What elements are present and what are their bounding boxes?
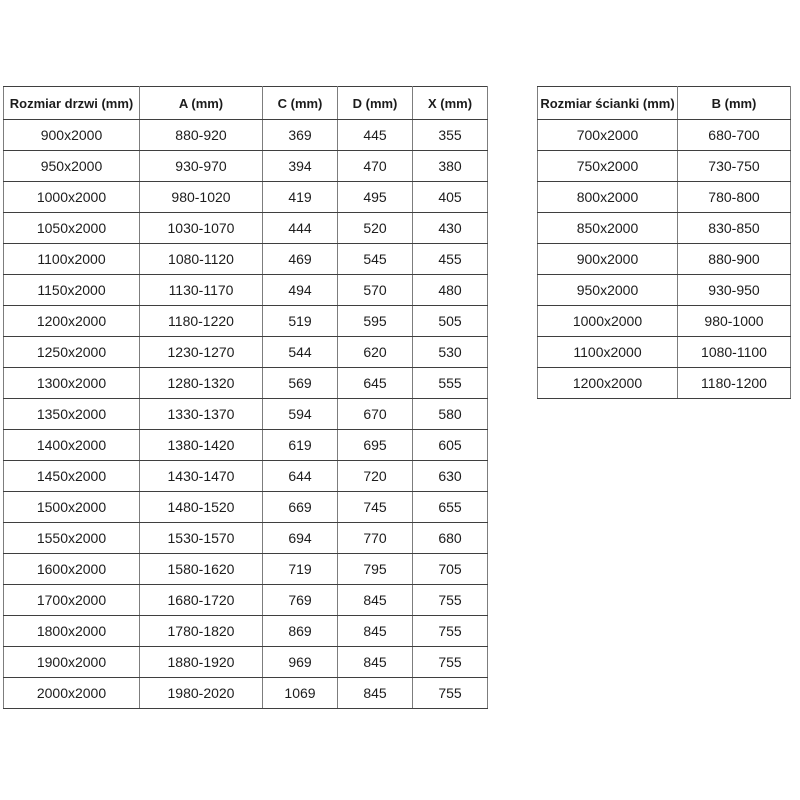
table-cell: 780-800 <box>678 182 791 213</box>
table-cell: 669 <box>263 492 338 523</box>
table-cell: 580 <box>413 399 488 430</box>
column-header: A (mm) <box>140 87 263 120</box>
table-row <box>538 275 791 306</box>
table-cell: 445 <box>338 120 413 151</box>
table-cell: 705 <box>413 554 488 585</box>
table-cell: 380 <box>413 151 488 182</box>
table-cell: 505 <box>413 306 488 337</box>
table-row <box>538 306 791 337</box>
table-cell: 694 <box>263 523 338 554</box>
table-cell: 355 <box>413 120 488 151</box>
table-cell: 1580-1620 <box>140 554 263 585</box>
table-cell: 419 <box>263 182 338 213</box>
table-cell: 1000x2000 <box>538 306 678 337</box>
table-cell: 950x2000 <box>538 275 678 306</box>
table-row <box>4 120 488 151</box>
table-cell: 1530-1570 <box>140 523 263 554</box>
table-cell: 1980-2020 <box>140 678 263 709</box>
table-row <box>4 492 488 523</box>
table-cell: 480 <box>413 275 488 306</box>
table-cell: 1700x2000 <box>4 585 140 616</box>
table-cell: 1480-1520 <box>140 492 263 523</box>
table-cell: 845 <box>338 647 413 678</box>
table-row <box>4 678 488 709</box>
table-cell: 444 <box>263 213 338 244</box>
column-header: X (mm) <box>413 87 488 120</box>
table-cell: 1280-1320 <box>140 368 263 399</box>
table-cell: 745 <box>338 492 413 523</box>
table-cell: 1500x2000 <box>4 492 140 523</box>
table-row <box>4 585 488 616</box>
door-sizes-table <box>3 86 488 709</box>
table-cell: 1100x2000 <box>538 337 678 368</box>
table-cell: 845 <box>338 585 413 616</box>
table-row <box>4 306 488 337</box>
table-cell: 1430-1470 <box>140 461 263 492</box>
table-cell: 455 <box>413 244 488 275</box>
table-cell: 595 <box>338 306 413 337</box>
table-cell: 1080-1100 <box>678 337 791 368</box>
table-cell: 900x2000 <box>4 120 140 151</box>
table-cell: 850x2000 <box>538 213 678 244</box>
table-cell: 880-900 <box>678 244 791 275</box>
table-cell: 845 <box>338 678 413 709</box>
table-cell: 1330-1370 <box>140 399 263 430</box>
table-cell: 394 <box>263 151 338 182</box>
table-cell: 1380-1420 <box>140 430 263 461</box>
table-row <box>4 616 488 647</box>
table-row <box>4 244 488 275</box>
table-row <box>4 647 488 678</box>
table-cell: 570 <box>338 275 413 306</box>
table-cell: 720 <box>338 461 413 492</box>
column-header: Rozmiar ścianki (mm) <box>538 87 678 120</box>
table-cell: 594 <box>263 399 338 430</box>
table-cell: 544 <box>263 337 338 368</box>
table-cell: 1069 <box>263 678 338 709</box>
header-row <box>538 87 791 120</box>
table-cell: 1180-1220 <box>140 306 263 337</box>
table-cell: 1000x2000 <box>4 182 140 213</box>
table-row <box>4 337 488 368</box>
table-cell: 1080-1120 <box>140 244 263 275</box>
column-header: B (mm) <box>678 87 791 120</box>
header-row <box>4 87 488 120</box>
table-row <box>4 275 488 306</box>
table-cell: 770 <box>338 523 413 554</box>
table-cell: 1800x2000 <box>4 616 140 647</box>
table-cell: 519 <box>263 306 338 337</box>
table-cell: 700x2000 <box>538 120 678 151</box>
table-cell: 469 <box>263 244 338 275</box>
table-cell: 750x2000 <box>538 151 678 182</box>
table-row <box>538 337 791 368</box>
table-cell: 980-1020 <box>140 182 263 213</box>
column-header: Rozmiar drzwi (mm) <box>4 87 140 120</box>
table-cell: 845 <box>338 616 413 647</box>
table-cell: 494 <box>263 275 338 306</box>
table-cell: 1150x2000 <box>4 275 140 306</box>
table-cell: 520 <box>338 213 413 244</box>
table-cell: 755 <box>413 585 488 616</box>
column-header: C (mm) <box>263 87 338 120</box>
table-cell: 1030-1070 <box>140 213 263 244</box>
table-cell: 769 <box>263 585 338 616</box>
table-cell: 1250x2000 <box>4 337 140 368</box>
table-cell: 900x2000 <box>538 244 678 275</box>
table-cell: 869 <box>263 616 338 647</box>
table-cell: 719 <box>263 554 338 585</box>
table-cell: 795 <box>338 554 413 585</box>
table-cell: 645 <box>338 368 413 399</box>
table-row <box>538 182 791 213</box>
table-cell: 1200x2000 <box>4 306 140 337</box>
table-cell: 369 <box>263 120 338 151</box>
table-cell: 980-1000 <box>678 306 791 337</box>
table-row <box>4 399 488 430</box>
table-cell: 755 <box>413 678 488 709</box>
table-row <box>4 461 488 492</box>
table-cell: 680 <box>413 523 488 554</box>
table-cell: 830-850 <box>678 213 791 244</box>
table-cell: 695 <box>338 430 413 461</box>
table-cell: 655 <box>413 492 488 523</box>
table-cell: 555 <box>413 368 488 399</box>
table-cell: 1180-1200 <box>678 368 791 399</box>
column-header: D (mm) <box>338 87 413 120</box>
table-cell: 1100x2000 <box>4 244 140 275</box>
table-row <box>538 151 791 182</box>
table-cell: 1350x2000 <box>4 399 140 430</box>
table-cell: 1550x2000 <box>4 523 140 554</box>
table-cell: 430 <box>413 213 488 244</box>
table-cell: 495 <box>338 182 413 213</box>
table-cell: 730-750 <box>678 151 791 182</box>
table-cell: 1200x2000 <box>538 368 678 399</box>
table-cell: 1130-1170 <box>140 275 263 306</box>
table-cell: 2000x2000 <box>4 678 140 709</box>
table-cell: 1900x2000 <box>4 647 140 678</box>
table-cell: 1400x2000 <box>4 430 140 461</box>
table-cell: 969 <box>263 647 338 678</box>
table-cell: 620 <box>338 337 413 368</box>
table-cell: 619 <box>263 430 338 461</box>
wall-sizes-table <box>537 86 791 399</box>
table-cell: 950x2000 <box>4 151 140 182</box>
table-row <box>4 182 488 213</box>
table-row <box>538 244 791 275</box>
table-row <box>4 523 488 554</box>
table-cell: 670 <box>338 399 413 430</box>
table-cell: 1050x2000 <box>4 213 140 244</box>
table-cell: 1300x2000 <box>4 368 140 399</box>
table-cell: 630 <box>413 461 488 492</box>
table-row <box>4 430 488 461</box>
table-row <box>4 554 488 585</box>
table-cell: 930-950 <box>678 275 791 306</box>
table-cell: 1880-1920 <box>140 647 263 678</box>
table-cell: 880-920 <box>140 120 263 151</box>
table-row <box>4 213 488 244</box>
table-row <box>538 368 791 399</box>
table-row <box>4 368 488 399</box>
table-row <box>4 151 488 182</box>
table-cell: 470 <box>338 151 413 182</box>
table-cell: 545 <box>338 244 413 275</box>
table-cell: 1230-1270 <box>140 337 263 368</box>
table-cell: 800x2000 <box>538 182 678 213</box>
table-row <box>538 213 791 244</box>
table-cell: 530 <box>413 337 488 368</box>
table-cell: 569 <box>263 368 338 399</box>
table-cell: 405 <box>413 182 488 213</box>
table-row <box>538 120 791 151</box>
table-cell: 680-700 <box>678 120 791 151</box>
table-cell: 930-970 <box>140 151 263 182</box>
table-cell: 1450x2000 <box>4 461 140 492</box>
table-cell: 1680-1720 <box>140 585 263 616</box>
table-cell: 755 <box>413 616 488 647</box>
table-cell: 755 <box>413 647 488 678</box>
table-cell: 605 <box>413 430 488 461</box>
table-cell: 644 <box>263 461 338 492</box>
table-cell: 1780-1820 <box>140 616 263 647</box>
table-cell: 1600x2000 <box>4 554 140 585</box>
